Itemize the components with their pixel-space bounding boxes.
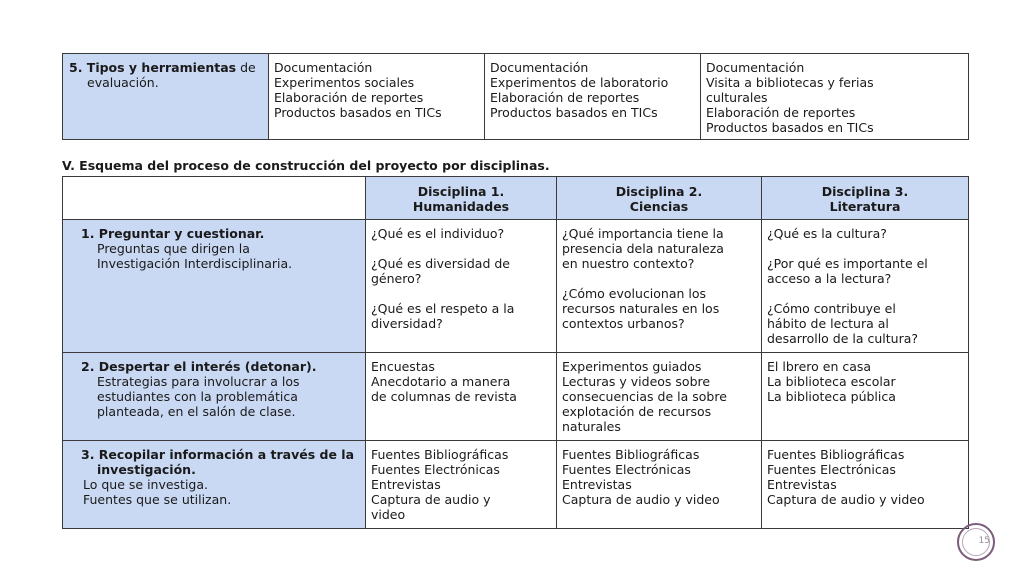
cell-line: género? (371, 271, 422, 286)
table-row (63, 220, 969, 353)
row-title: 2. Despertar el interés (detonar). (81, 359, 317, 374)
row-label (63, 220, 366, 353)
header-row (63, 177, 969, 220)
cell-line: Entrevistas (767, 477, 837, 492)
cell-line: Encuestas (371, 359, 435, 374)
row-sub: Fuentes que se utilizan. (83, 492, 232, 507)
cell-line: ¿Qué importancia tiene la (562, 226, 724, 241)
cell-line: Documentación (274, 60, 373, 75)
evaluation-row (63, 54, 969, 140)
table-cell (366, 220, 557, 353)
cell-line: acceso a la lectura? (767, 271, 892, 286)
cell-line: ¿Cómo evolucionan los (562, 286, 707, 301)
row-title: 3. Recopilar información a través de la (81, 447, 355, 462)
row-sub: Lo que se investiga. (83, 477, 208, 492)
cell-line: ¿Qué es la cultura? (767, 226, 887, 241)
cell-line: ¿Qué es el respeto a la (371, 301, 515, 316)
cell-line: La biblioteca escolar (767, 374, 896, 389)
cell-line: El lbrero en casa (767, 359, 872, 374)
header-line: Humanidades (412, 199, 510, 214)
header-blank (63, 177, 366, 220)
evaluation-label-bold: 5. Tipos y herramientas (69, 60, 237, 75)
cell-line: Captura de audio y (371, 492, 491, 507)
cell-line: en nuestro contexto? (562, 256, 695, 271)
evaluation-label-cell (63, 54, 269, 140)
cell-line: Elaboración de reportes (490, 90, 640, 105)
header-line: Disciplina 1. (417, 184, 505, 199)
section-title: V. Esquema del proceso de construcción del proyecto por disciplinas. (62, 158, 550, 173)
row-label (63, 441, 366, 529)
cell-line: ¿Qué es el individuo? (371, 226, 505, 241)
cell-line: consecuencias de la sobre (562, 389, 727, 404)
cell-line: Lecturas y videos sobre (562, 374, 711, 389)
cell-line: Captura de audio y video (562, 492, 720, 507)
header-line: Literatura (829, 199, 901, 214)
cell-line: culturales (706, 90, 768, 105)
row-sub: Investigación Interdisciplinaria. (97, 256, 293, 271)
cell-line: contextos urbanos? (562, 316, 685, 331)
cell-line: explotación de recursos (562, 404, 712, 419)
cell-line: Productos basados en TICs (706, 120, 874, 135)
cell-line: Fuentes Bibliográficas (562, 447, 700, 462)
evaluation-cell-2 (485, 54, 701, 140)
cell-line: ¿Qué es diversidad de (371, 256, 510, 271)
cell-line: Fuentes Electrónicas (562, 462, 691, 477)
table-cell (762, 220, 969, 353)
cell-line: Elaboración de reportes (706, 105, 856, 120)
process-table (62, 176, 969, 529)
cell-line: recursos naturales en los (562, 301, 720, 316)
header-discipline-3 (762, 177, 969, 220)
cell-line: Experimentos de laboratorio (490, 75, 669, 90)
table-cell (557, 220, 762, 353)
table-cell (366, 353, 557, 441)
evaluation-cell-1 (269, 54, 485, 140)
header-line: Disciplina 3. (821, 184, 909, 199)
row-label (63, 353, 366, 441)
cell-line: Fuentes Bibliográficas (371, 447, 509, 462)
table-cell (366, 441, 557, 529)
cell-line: naturales (562, 419, 621, 434)
cell-line: ¿Cómo contribuye el (767, 301, 896, 316)
cell-line: Productos basados en TICs (490, 105, 658, 120)
cell-line: Experimentos sociales (274, 75, 415, 90)
cell-line: Productos basados en TICs (274, 105, 442, 120)
cell-line: Visita a bibliotecas y ferias (706, 75, 874, 90)
evaluation-cell-3 (701, 54, 969, 140)
evaluation-table (62, 53, 969, 140)
row-sub: estudiantes con la problemática (97, 389, 298, 404)
evaluation-label-rest: de (240, 60, 256, 75)
header-discipline-1 (366, 177, 557, 220)
cell-line: video (371, 507, 406, 522)
cell-line: Experimentos guiados (562, 359, 702, 374)
cell-line: hábito de lectura al (767, 316, 889, 331)
cell-line: La biblioteca pública (767, 389, 896, 404)
cell-line: Fuentes Bibliográficas (767, 447, 905, 462)
row-sub: Estrategias para involucrar a los (97, 374, 300, 389)
table-row (63, 353, 969, 441)
table-cell (557, 353, 762, 441)
cell-line: Captura de audio y video (767, 492, 925, 507)
slide-number-badge (957, 523, 995, 561)
header-line: Ciencias (629, 199, 689, 214)
row-title: 1. Preguntar y cuestionar. (81, 226, 265, 241)
cell-line: Documentación (490, 60, 589, 75)
table-cell (762, 441, 969, 529)
header-line: Disciplina 2. (615, 184, 703, 199)
cell-line: Entrevistas (371, 477, 441, 492)
row-title: investigación. (97, 462, 196, 477)
table-cell (557, 441, 762, 529)
cell-line: Anecdotario a manera (371, 374, 511, 389)
cell-line: Elaboración de reportes (274, 90, 424, 105)
slide-number: 15 (978, 536, 990, 546)
cell-line: de columnas de revista (371, 389, 517, 404)
cell-line: presencia dela naturaleza (562, 241, 724, 256)
cell-line: Entrevistas (562, 477, 632, 492)
row-sub: planteada, en el salón de clase. (97, 404, 296, 419)
cell-line: Documentación (706, 60, 805, 75)
header-discipline-2 (557, 177, 762, 220)
cell-line: Fuentes Electrónicas (371, 462, 500, 477)
cell-line: ¿Por qué es importante el (767, 256, 928, 271)
cell-line: desarrollo de la cultura? (767, 331, 919, 346)
table-row (63, 441, 969, 529)
cell-line: diversidad? (371, 316, 443, 331)
cell-line: Fuentes Electrónicas (767, 462, 896, 477)
evaluation-label-line2: evaluación. (87, 75, 159, 90)
row-sub: Preguntas que dirigen la (97, 241, 250, 256)
table-cell (762, 353, 969, 441)
